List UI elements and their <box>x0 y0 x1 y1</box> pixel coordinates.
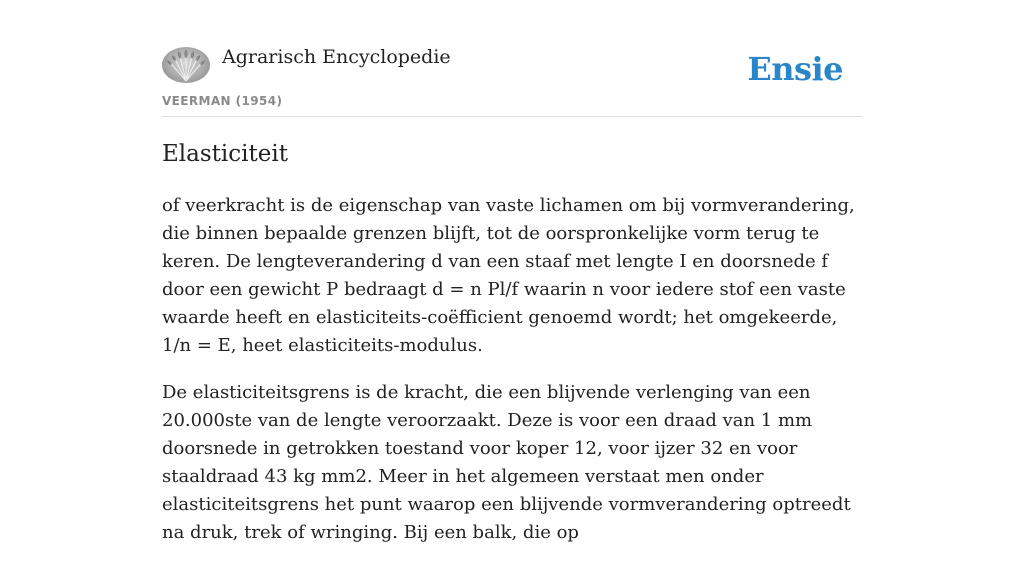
page <box>162 0 862 543</box>
header <box>162 0 862 117</box>
article-paragraph: of veerkracht is de eigenschap van vaste lichamen om bij vormverandering, die binnen bepaalde grenzen blijft, tot de oorspronkelijke vorm terug te keren. De lengteverandering d van een staaf met lengte I en doorsnede f door een gewicht P bedraagt d = n Pl/f waarin n voor iedere stof een vaste waarde heeft en elasticiteits-coëfficient genoemd wordt; het omgekeerde, 1/n = E, heet elasticiteits-modulus. <box>162 195 855 356</box>
publication-title[interactable]: Agrarisch Encyclopedie <box>222 46 451 68</box>
wheat-sheaf-icon[interactable] <box>162 47 210 83</box>
ensie-brand-link[interactable]: Ensie <box>747 50 843 88</box>
page-title: Elasticiteit <box>162 141 288 167</box>
article-paragraph: De elasticiteitsgrens is de kracht, die een blijvende verlenging van een 20.000ste van de lengte veroorzaakt. Deze is voor een draad van 1 mm doorsnede in getrokken toestand voor koper 12, voor ijzer 32 en voor staaldraad 43 kg mm2. Meer in het algemeen verstaat men onder elasticiteitsgrens het punt waarop een blijvende vormverandering optreedt na druk, trek of wringing. Bij een balk, die op <box>162 382 851 543</box>
article-body <box>162 192 872 566</box>
author-year-label: VEERMAN (1954) <box>162 94 283 108</box>
